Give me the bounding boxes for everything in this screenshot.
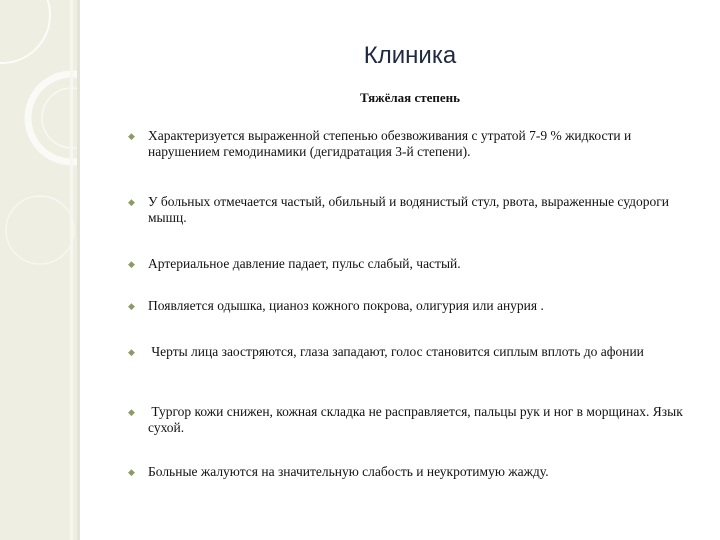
- list-item: [128, 298, 700, 314]
- list-item: [128, 404, 700, 436]
- diamond-bullet-icon: ◆: [128, 467, 135, 477]
- list-item: [128, 464, 700, 480]
- bullet-text: Артериальное давление падает, пульс слабый, частый.: [148, 256, 461, 271]
- list-item: [128, 194, 700, 226]
- bullet-text: Характеризуется выраженной степенью обезвоживания с утратой 7-9 % жидкости и нарушением гемодинамики (дегидратация 3-й степени).: [148, 128, 632, 159]
- diamond-bullet-icon: ◆: [128, 407, 135, 417]
- diamond-bullet-icon: ◆: [128, 259, 135, 269]
- bullet-text: Появляется одышка, цианоз кожного покрова, олигурия или анурия .: [148, 298, 544, 313]
- slide-title: Клиника: [363, 42, 457, 69]
- bullet-text: Черты лица заостряются, глаза западают, голос становится сиплым вплоть до афонии: [148, 344, 644, 359]
- bullet-text: У больных отмечается частый, обильный и водянистый стул, рвота, выраженные судороги мышц.: [148, 194, 670, 225]
- decorative-side-panel: [0, 0, 80, 540]
- bullet-text: Тургор кожи снижен, кожная складка не расправляется, пальцы рук и ног в морщинах. Язык сухой.: [148, 404, 687, 435]
- list-item: [128, 256, 700, 272]
- diamond-bullet-icon: ◆: [128, 197, 135, 207]
- diamond-bullet-icon: ◆: [128, 347, 135, 357]
- list-item: [128, 128, 700, 160]
- bullet-text: Больные жалуются на значительную слабость и неукротимую жажду.: [148, 464, 549, 479]
- diamond-bullet-icon: ◆: [128, 131, 135, 141]
- slide-subtitle: Тяжёлая степень: [359, 90, 461, 105]
- list-item: [128, 344, 700, 360]
- decorative-circles: [0, 0, 80, 540]
- diamond-bullet-icon: ◆: [128, 301, 135, 311]
